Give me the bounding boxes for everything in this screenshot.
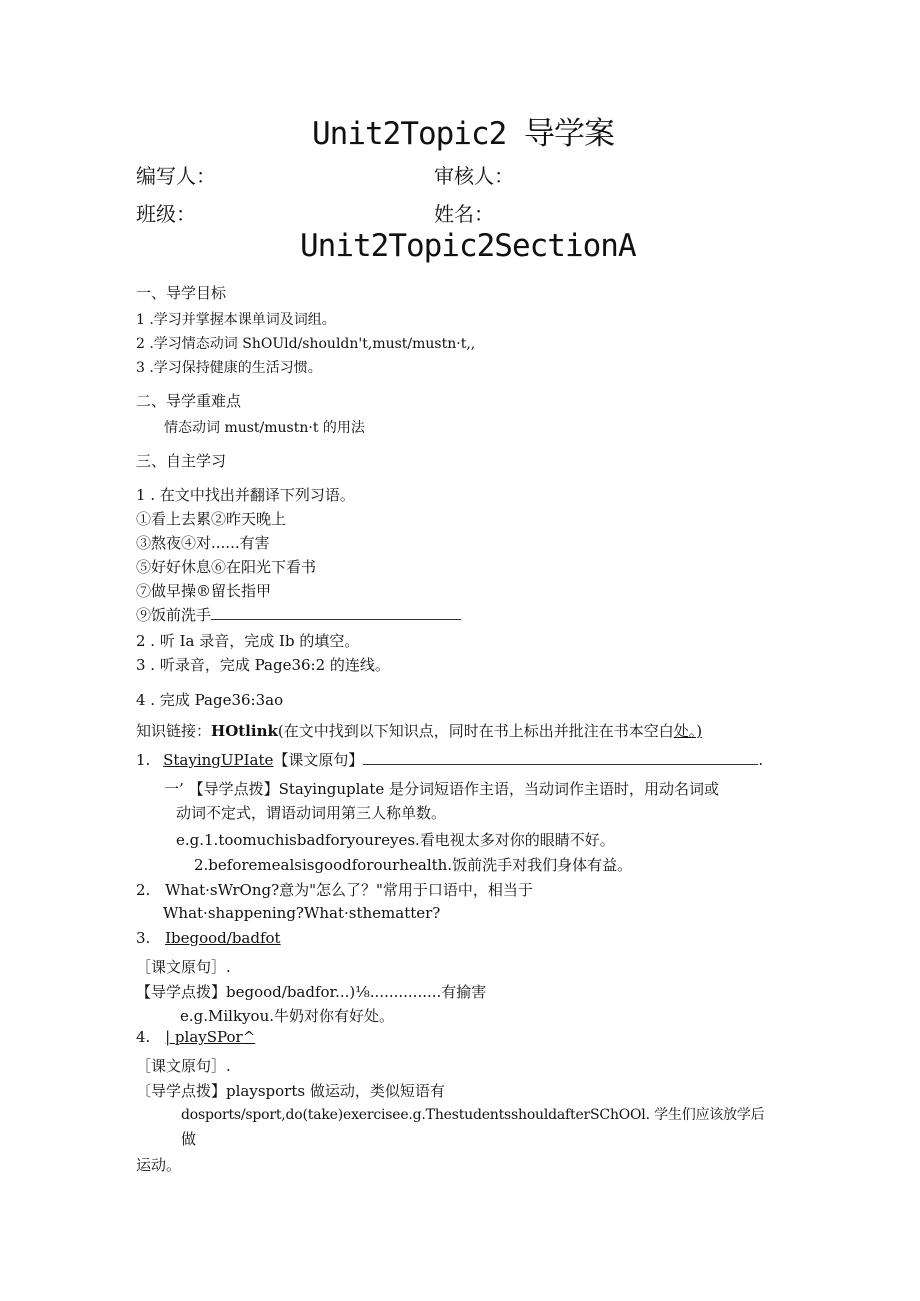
tip-text: Stayinguplate 是分词短语作主语，当动词作主语时，用动名词或 [278,780,720,798]
goals-heading: 一、导学目标 [136,284,227,302]
goal-item: 2 .学习情态动词 ShOUld/shouldn't,must/mustn·t,, [136,336,476,352]
point-text: What·sWrOng?意为"怎么了？"常用于口语中，相当于 [165,881,533,899]
original-sentence: ［课文原句］. [136,1057,231,1075]
question-3: 3 . 听录音，完成 Page36:2 的连线。 [136,656,390,674]
example: e.g.Milkyou.牛奶对你有好处。 [180,1007,394,1025]
point-end: . [758,751,764,769]
question-1: 1 . 在文中找出并翻译下列习语。 [136,486,355,504]
phrase-row: ⑤好好休息⑥在阳光下看书 [136,558,317,576]
phrase-row: ⑦做早操®留长指甲 [136,582,272,600]
original-sentence: ［课文原句］. [136,958,231,976]
point-4-tip [136,1080,445,1101]
point-num: 4. [136,1028,151,1046]
name-label: 姓名： [434,202,494,226]
hotlink-label: HOtlink [211,722,278,740]
point-phrase: Ibegood/badfot [165,929,281,947]
section-title: Unit2Topic2SectionA [300,228,636,264]
tip-prefix: 一’ [164,780,184,798]
answer-blank[interactable] [211,605,461,620]
tip-label: 【导学点拨】 [136,983,227,1001]
point-phrase: | playSPor^ [165,1028,256,1046]
tip-text: begood/badfor...)⅛...............有揄害 [226,983,487,1001]
key-points-heading: 二、导学重难点 [136,392,242,410]
hotlink-tail: 处。) [673,722,703,740]
point-num: 2. [136,881,151,899]
hotlink-line [136,720,702,741]
point-2-line-2: What·shappening?What·sthematter? [163,904,441,922]
tip-text: playsports 做运动，类似短语有 [226,1082,445,1100]
point-1-tip [164,778,719,799]
phrase-row-last [136,604,461,625]
point-4-line-3: 做 [181,1130,197,1148]
answer-blank[interactable] [363,750,758,765]
question-2: 2 . 听 Ia 录音，完成 Ib 的填空。 [136,632,360,650]
phrase-row: ①看上去累②昨天晚上 [136,510,287,528]
example-1: e.g.1.toomuchisbadforyoureyes.看电视太多对你的眼睛不好。 [176,831,615,849]
class-label: 班级： [136,202,196,226]
point-4-line-4: 运动。 [136,1156,182,1174]
point-4-line-2: dosports/sport,do(take)exercisee.g.ThestudentsshouldafterSChOOl. 学生们应该放学后 [181,1107,765,1123]
point-1-line [136,749,763,770]
phrase-row: ③熬夜④对......有害 [136,534,270,552]
self-study-heading: 三、自主学习 [136,452,227,470]
point-4-line [136,1028,255,1046]
author-label: 编写人： [136,164,216,188]
tip-label: 【导学点拨】 [188,780,279,798]
goal-item: 1 .学习并掌握本课单词及词组。 [136,312,336,328]
tip-text-2: 动词不定式，谓语动词用第三人称单数。 [176,804,447,822]
original-label: 【课文原句】 [273,751,364,769]
goal-item: 3 .学习保持健康的生活习惯。 [136,360,322,376]
hotlink-prefix: 知识链接： [136,722,212,740]
hotlink-text: (在文中找到以下知识点，同时在书上标出并批注在书本空白 [277,722,674,740]
point-3-tip [136,981,486,1002]
point-num: 1. [136,751,151,769]
point-3-line [136,929,281,947]
phrase-text: ⑨饭前洗手 [136,606,212,624]
tip-label: 〔导学点拨】 [136,1082,227,1100]
point-phrase: StayingUPIate [163,751,274,769]
reviewer-label: 审核人： [434,164,514,188]
key-points-text: 情态动词 must/mustn·t 的用法 [164,420,365,436]
point-num: 3. [136,929,151,947]
question-4: 4 . 完成 Page36:3ao [136,691,284,709]
example-2: 2.beforemealsisgoodforourhealth.饭前洗手对我们身体有益。 [194,856,633,874]
page-title: Unit2Topic2 导学案 [312,116,614,152]
point-2-line [136,879,533,900]
